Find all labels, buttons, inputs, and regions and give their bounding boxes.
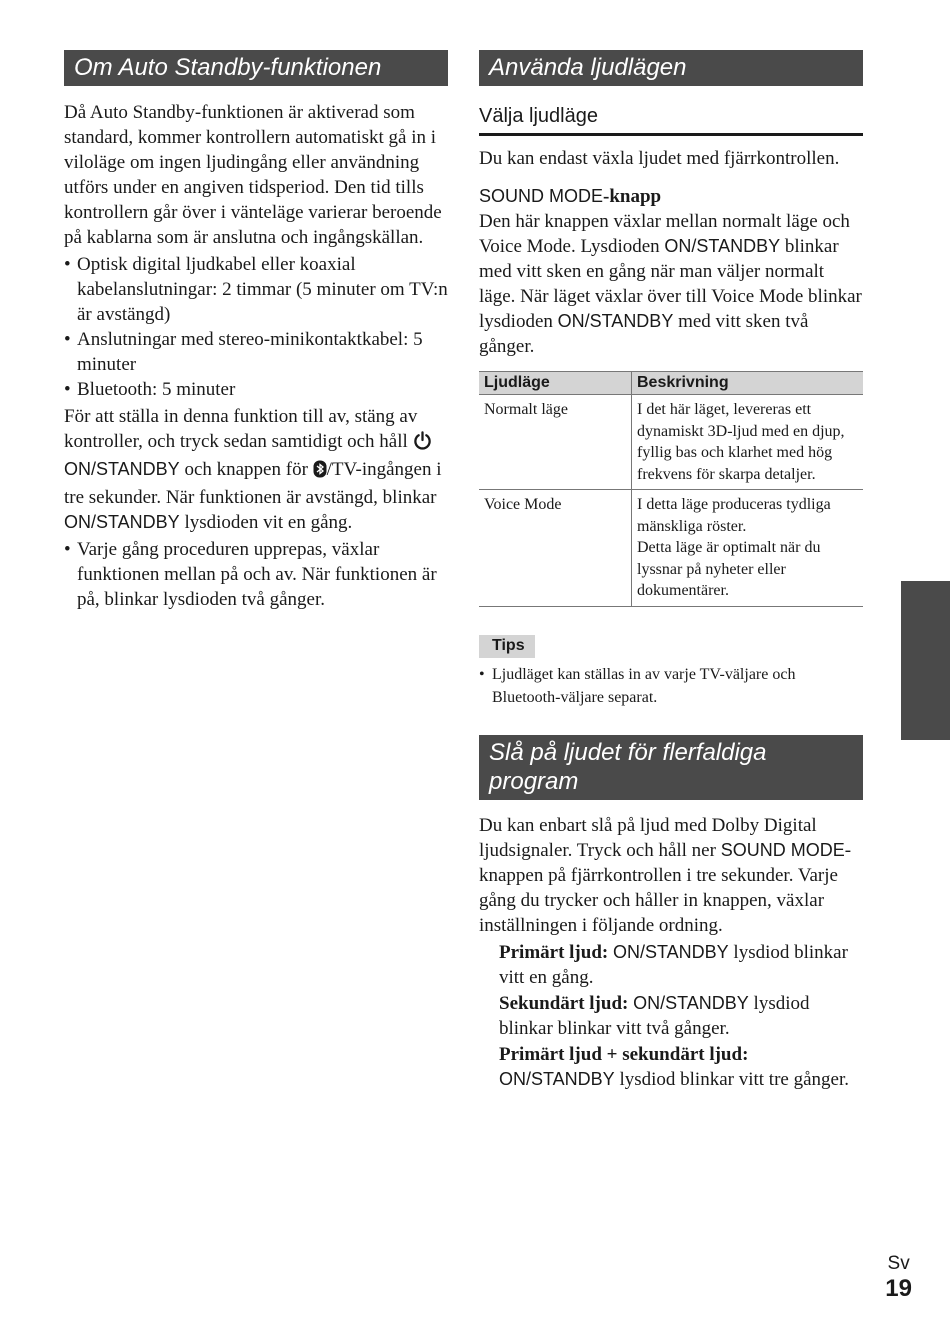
section-title-sound-modes: Använda ljudlägen <box>479 50 863 86</box>
list-item: • Ljudläget kan ställas in av varje TV-väljare och Bluetooth-väljare separat. <box>479 665 796 706</box>
table-cell: I detta läge produceras tydliga mänskliga röster. Detta läge är optimalt när du lyssnar på nyheter eller dokumentärer. <box>637 496 831 599</box>
multiplex-options <box>499 940 863 1092</box>
column-header: Beskrivning <box>632 372 864 395</box>
table-cell: I det här läget, levereras ett dynamiskt 3D-ljud med en djup, fyllig bas och klarhet med hög frekvens för skarpa detaljer. <box>632 395 864 490</box>
bluetooth-icon <box>313 460 327 485</box>
section-title-auto-standby: Om Auto Standby-funktionen <box>64 50 448 86</box>
table-cell: Voice Mode <box>479 490 632 607</box>
subsection-title-select-mode: Välja ljudläge <box>479 103 863 136</box>
list-item: • Varje gång proceduren upprepas, växlar funktionen mellan på och av. När funktionen är på, blinkar lysdioden två gånger. <box>64 539 437 610</box>
sound-mode-description: Den här knappen växlar mellan normalt läge och Voice Mode. Lysdioden ON/STANDBY blinkar med vitt sken en gång när man väljer normalt läge. När läget växlar över till Voice Mode blinkar lysdioden ON/STANDBY med vitt sken två gånger. <box>479 211 862 357</box>
table-row <box>479 395 863 490</box>
list-item: • Optisk digital ljudkabel eller koaxial kabelanslutningar: 2 timmar (5 minuter om TV:n är avstängd) <box>64 254 448 325</box>
auto-standby-instructions: För att ställa in denna funktion till av, stäng av kontroller, och tryck sedan samtidigt och håll ON/STANDBY och knappen för /TV-ingången i tre sekunder. När funktionen är avstängd, blinkar ON/STANDBY lysdioden vit en gång. <box>64 406 442 533</box>
table-cell: Normalt läge <box>479 395 632 490</box>
sound-mode-table <box>479 371 863 607</box>
column-header: Ljudläge <box>479 372 632 395</box>
left-column <box>64 50 448 612</box>
table-header-row <box>479 372 863 395</box>
auto-standby-list <box>64 252 448 402</box>
sound-mode-button-heading: SOUND MODE-knapp <box>479 186 662 207</box>
multiplex-intro: Du kan enbart slå på ljud med Dolby Digital ljudsignaler. Tryck och håll ner SOUND MODE-knappen på fjärrkontrollen i tre sekunder. Varje gång du trycker och håller in knappen, växlar inställningen i följande ordning. <box>479 814 852 936</box>
auto-standby-intro: Då Auto Standby-funktionen är aktiverad som standard, kommer kontrollern automatiskt gå in i viloläge om ingen ljudingång eller användning utförs under en angiven tidsperiod. Den tid tills kontrollern går över i vänteläge varierar beroende på kablarna som är anslutna och ingångskällan. <box>64 102 442 248</box>
toggle-note-list <box>64 537 448 612</box>
list-item: Primärt ljud + sekundärt ljud: ON/STANDBY lysdiod blinkar vitt tre gånger. <box>499 1043 849 1090</box>
page-number <box>885 1253 912 1303</box>
page-number-value: 19 <box>885 1275 912 1302</box>
section-title-multiplex: Slå på ljudet för flerfaldiga program <box>479 735 863 800</box>
tips-label: Tips <box>479 635 535 658</box>
table-row <box>479 490 863 607</box>
tips-list <box>479 663 863 709</box>
sound-mode-intro: Du kan endast växla ljudet med fjärrkontrollen. <box>479 148 840 169</box>
list-item: Sekundärt ljud: ON/STANDBY lysdiod blinkar blinkar vitt två gånger. <box>499 992 810 1039</box>
chapter-tab <box>901 581 950 740</box>
list-item: • Bluetooth: 5 minuter <box>64 379 236 400</box>
language-code: Sv <box>887 1253 910 1274</box>
list-item: • Anslutningar med stereo-minikontaktkabel: 5 minuter <box>64 329 423 375</box>
power-icon <box>413 431 432 457</box>
list-item: Primärt ljud: ON/STANDBY lysdiod blinkar vitt en gång. <box>499 941 848 988</box>
right-column <box>479 50 863 1092</box>
